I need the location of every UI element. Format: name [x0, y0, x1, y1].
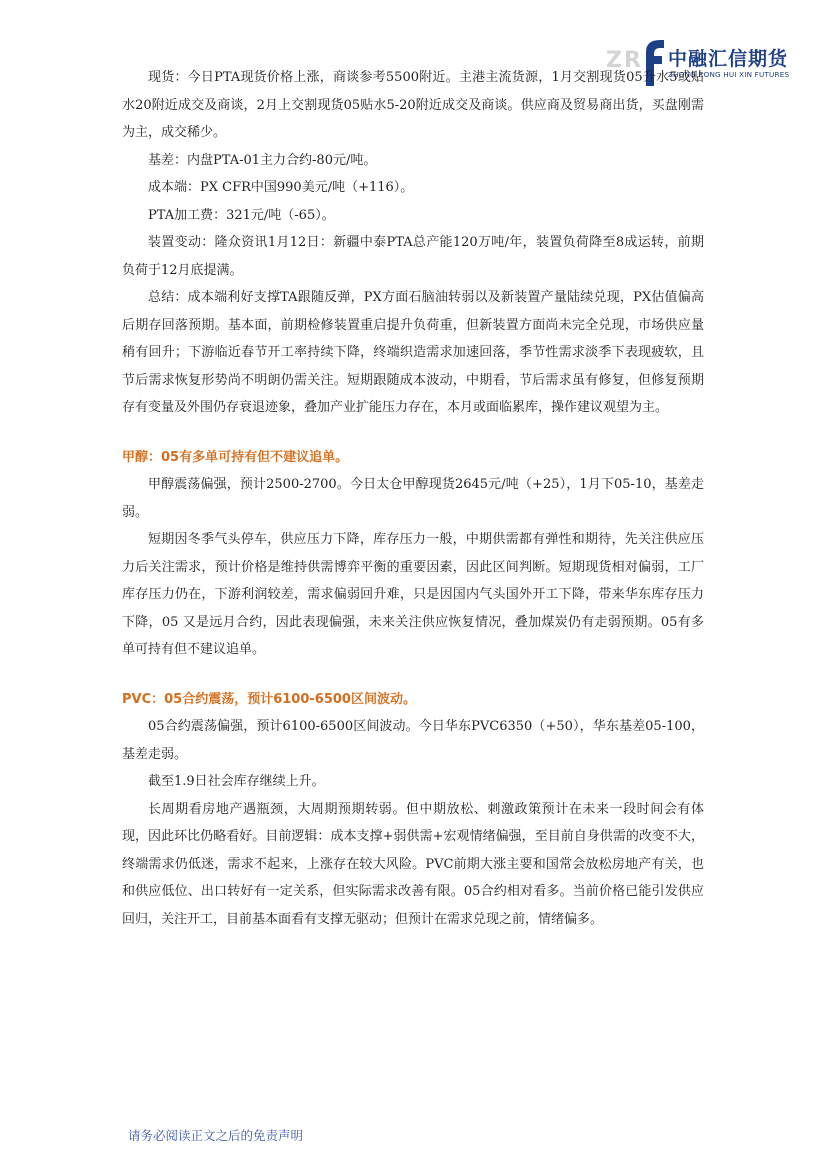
pvc-paragraph-2: 截至1.9日社会库存继续上升。	[148, 774, 325, 789]
logo-company-name: 中融汇信期货	[668, 48, 789, 70]
methanol-paragraph-2: 短期因冬季气头停车，供应压力下降，库存压力一般，中期供需都有弹性和期待，先关注供应压力后关注需求，预计价格是维持供需博弈平衡的重要因素，因此区间判断。短期现货相对偏弱，工厂库存压力仍在，下游利润较差，需求偏弱回升难，只是因国内气头国外开工下降，带来华东库存压力下降，05 又是远月合约，因此表现偏强，未来关注供应恢复情况，叠加煤炭仍有走弱预期。05有多单可持有但不建议追单。	[122, 532, 704, 657]
logo-mark-text: ZR	[606, 48, 643, 73]
pta-summary-paragraph: 总结：成本端利好支撑TA跟随反弹，PX方面石脑油转弱以及新装置产量陆续兑现，PX估值偏高后期存回落预期。基本面，前期检修装置重启提升负荷重，但新装置方面尚未完全兑现，市场供应量稍有回升；下游临近春节开工率持续下降，终端织造需求加速回落，季节性需求淡季下表现疲软，且节后需求恢复形势尚不明朗仍需关注。短期跟随成本波动，中期看，节后需求虽有修复，但修复预期存有变量及外围仍存衰退迹象，叠加产业扩能压力存在，本月或面临累库，操作建议观望为主。	[122, 290, 704, 415]
pvc-paragraph-1: 05合约震荡偏强，预计6100-6500区间波动。今日华东PVC6350（+50），华东基差05-100，基差走弱。	[122, 719, 704, 762]
pta-basis-paragraph: 基差：内盘PTA-01主力合约-80元/吨。	[148, 152, 377, 168]
methanol-paragraph-1: 甲醇震荡偏强，预计2500-2700。今日太仓甲醇现货2645元/吨（+25），1月下05-10，基差走弱。	[122, 477, 704, 520]
disclaimer-footer[interactable]: 请务必阅读正文之后的免责声明	[128, 1128, 304, 1143]
pta-spot-paragraph: 现货：今日PTA现货价格上涨，商谈参考5500附近。主港主流货源，1月交割现货05升水5或贴水20附近成交及商谈，2月上交割现货05贴水5-20附近成交及商谈。供应商及贸易商出货，买盘刚需为主，成交稀少。	[122, 70, 704, 140]
logo-company-name-en: ZHONG RONG HUI XIN FUTURES	[668, 70, 790, 79]
pvc-heading: PVC：05合约震荡，预计6100-6500区间波动。	[122, 691, 416, 707]
methanol-heading: 甲醇：05有多单可持有但不建议追单。	[122, 449, 349, 465]
pta-cost-paragraph: 成本端：PX CFR中国990美元/吨（+116）。	[148, 180, 414, 195]
pta-fee-paragraph: PTA加工费：321元/吨（-65）。	[148, 207, 335, 223]
pta-device-paragraph: 装置变动：隆众资讯1月12日：新疆中泰PTA总产能120万吨/年，装置负荷降至8成运转，前期负荷于12月底提满。	[122, 235, 704, 278]
pvc-paragraph-3: 长周期看房地产遇瓶颈，大周期预期转弱。但中期放松、刺激政策预计在未来一段时间会有体现，因此环比仍略看好。目前逻辑：成本支撑+弱供需+宏观情绪偏强，至目前自身供需的改变不大，终端需求仍低迷，需求不起来，上涨存在较大风险。PVC前期大涨主要和国常会放松房地产有关，也和供应低位、出口转好有一定关系，但实际需求改善有限。05合约相对看多。当前价格已能引发供应回归，关注开工，目前基本面看有支撑无驱动；但预计在需求兑现之前，情绪偏多。	[122, 801, 704, 927]
report-body	[122, 64, 704, 933]
